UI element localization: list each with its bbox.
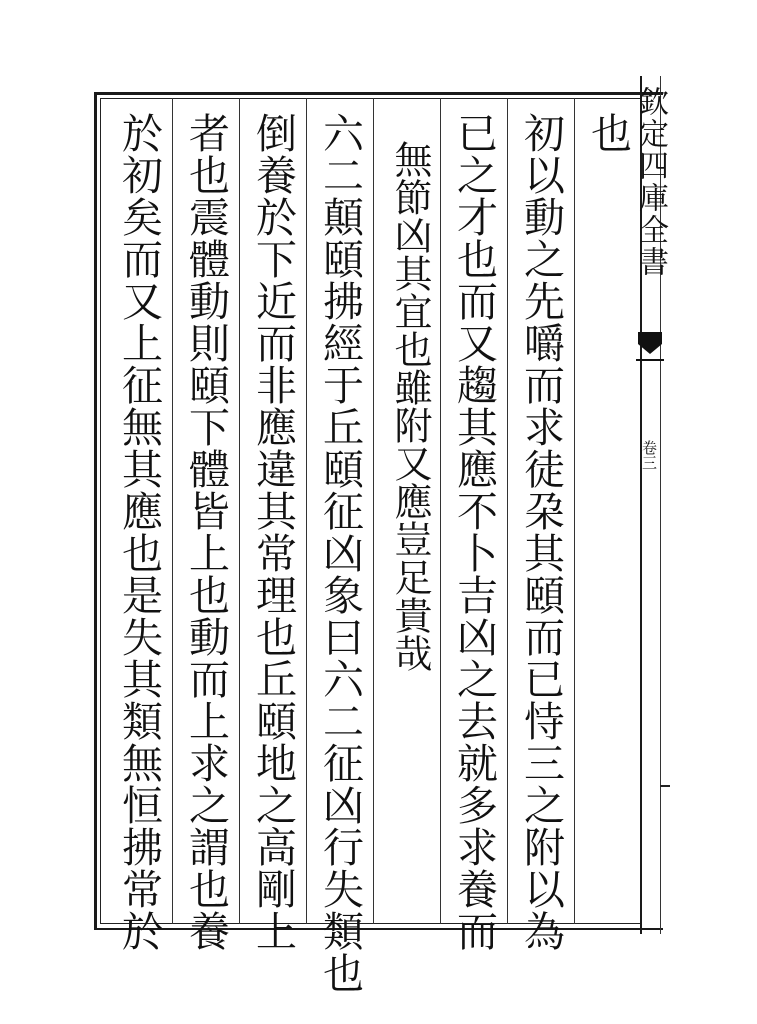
text-column: 也 bbox=[584, 112, 632, 154]
margin-juan-number: 卷三 bbox=[640, 440, 658, 470]
text-column: 者也震體動則頤下體皆上也動而上求之謂也養 bbox=[182, 112, 230, 952]
text-column: 無節凶其宜也雖附又應豈足貴哉 bbox=[388, 140, 432, 672]
margin-tick bbox=[660, 785, 670, 787]
text-column: 初以動之先嚼而求徒朶其頤而已恃三之附以為 bbox=[517, 112, 565, 952]
column-rule bbox=[507, 98, 508, 924]
column-rule bbox=[306, 98, 307, 924]
margin-book-title: 欽定四庫全書 bbox=[633, 86, 668, 278]
text-column: 六二顛頤拂經于丘頤征凶象曰六二征凶行失類也 bbox=[316, 112, 364, 994]
column-rule bbox=[373, 98, 374, 924]
text-column: 已之才也而又趨其應不卜吉凶之去就多求養而 bbox=[450, 112, 498, 952]
column-rule bbox=[574, 98, 575, 924]
column-rule bbox=[440, 98, 441, 924]
text-column: 倒養於下近而非應違其常理也丘頤地之高剛上 bbox=[249, 112, 297, 952]
column-rule bbox=[239, 98, 240, 924]
column-rule bbox=[172, 98, 173, 924]
fishtail-mark-icon bbox=[636, 330, 664, 364]
text-column: 於初矣而又上征無其應也是失其類無恒拂常於 bbox=[115, 112, 163, 952]
